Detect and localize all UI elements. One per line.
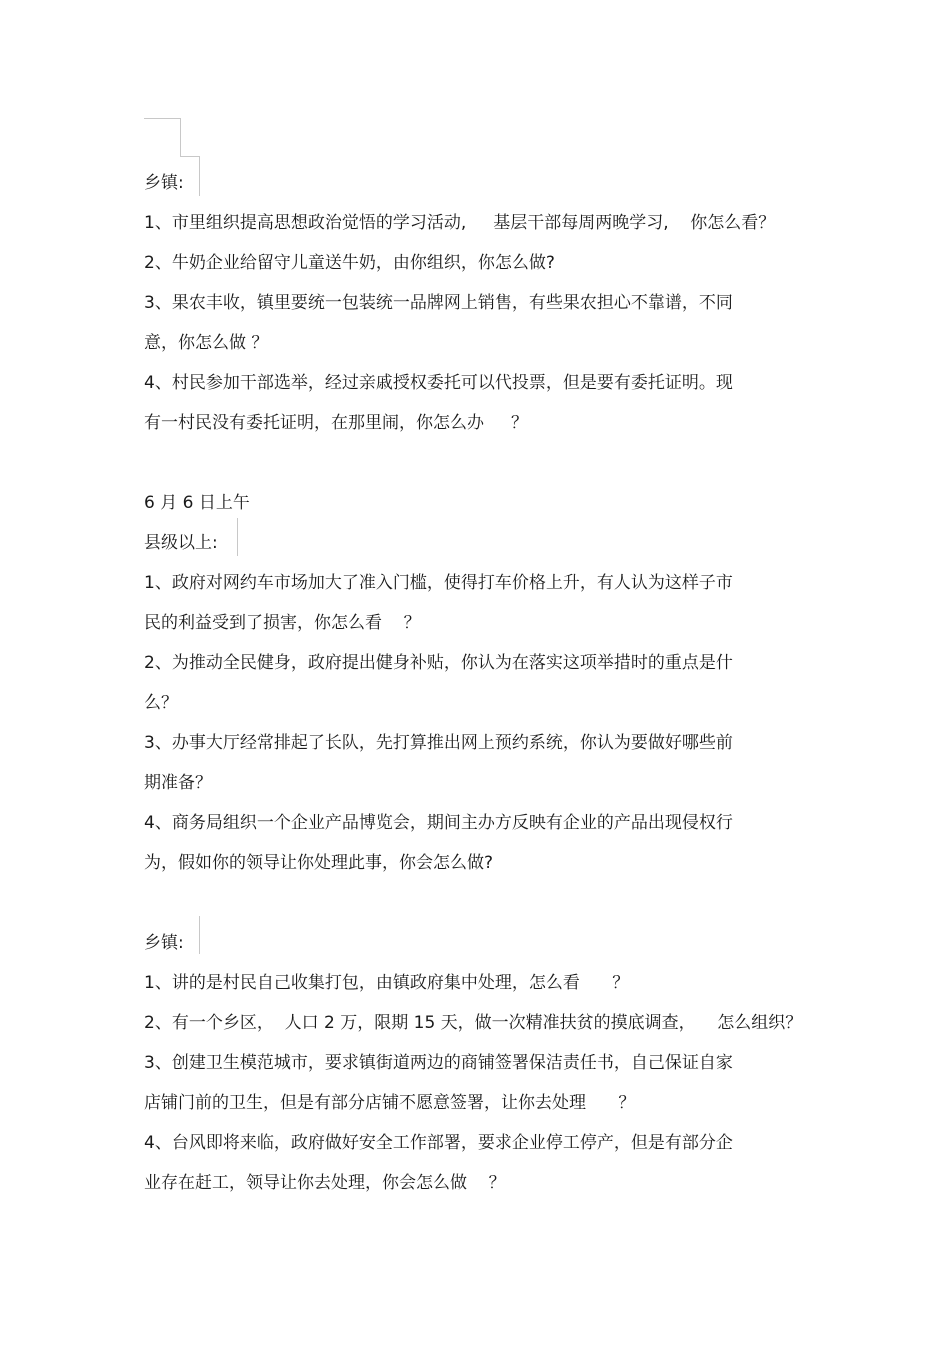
section-header-county: 县级以上: xyxy=(144,533,218,553)
date-heading: 6 月 6 日上午 xyxy=(144,493,250,513)
question-line: 店铺门前的卫生，但是有部分店铺不愿意签署，让你去处理 ？ xyxy=(144,1093,636,1113)
section-header-township-2: 乡镇: xyxy=(144,933,184,953)
question-line: 民的利益受到了损害，你怎么看 ？ xyxy=(144,613,421,633)
section-header-township-1: 乡镇: xyxy=(144,173,184,193)
section3-header-mark xyxy=(199,916,200,954)
question-line: 2、牛奶企业给留守儿童送牛奶，由你组织，你怎么做? xyxy=(144,253,555,273)
corner-mark-top-vertical xyxy=(180,118,181,156)
question-line: 业存在赶工，领导让你去处理，你会怎么做 ？ xyxy=(144,1173,506,1193)
question-line: 4、商务局组织一个企业产品博览会，期间主办方反映有企业的产品出现侵权行 xyxy=(144,813,733,833)
question-line: 意，你怎么做 ？ xyxy=(144,333,269,353)
question-line: 为，假如你的领导让你处理此事，你会怎么做? xyxy=(144,853,494,873)
question-line: 么？ xyxy=(144,693,178,713)
corner-mark-mid-horizontal xyxy=(180,156,200,157)
question-line: 2、为推动全民健身，政府提出健身补贴，你认为在落实这项举措时的重点是什 xyxy=(144,653,733,673)
corner-mark-mid-vertical xyxy=(199,156,200,196)
question-line: 1、讲的是村民自己收集打包，由镇政府集中处理，怎么看 ？ xyxy=(144,973,630,993)
question-line: 1、市里组织提高思想政治觉悟的学习活动, 基层干部每周两晚学习, 你怎么看？ xyxy=(144,213,776,233)
section2-header-mark xyxy=(237,518,238,556)
corner-mark-top-horizontal xyxy=(144,118,181,119)
question-line: 有一村民没有委托证明，在那里闹，你怎么办 ？ xyxy=(144,413,529,433)
question-line: 4、台风即将来临，政府做好安全工作部署，要求企业停工停产，但是有部分企 xyxy=(144,1133,733,1153)
question-line: 1、政府对网约车市场加大了准入门槛，使得打车价格上升，有人认为这样子市 xyxy=(144,573,733,593)
question-line: 2、有一个乡区， 人口 2 万，限期 15 天，做一次精准扶贫的摸底调查， 怎么组织？ xyxy=(144,1013,803,1033)
question-line: 3、办事大厅经常排起了长队，先打算推出网上预约系统，你认为要做好哪些前 xyxy=(144,733,733,753)
question-line: 3、果农丰收，镇里要统一包装统一品牌网上销售，有些果农担心不靠谱，不同 xyxy=(144,293,733,313)
question-line: 期准备？ xyxy=(144,773,212,793)
question-line: 4、村民参加干部选举，经过亲戚授权委托可以代投票，但是要有委托证明。现 xyxy=(144,373,733,393)
question-line: 3、创建卫生模范城市，要求镇街道两边的商铺签署保洁责任书，自己保证自家 xyxy=(144,1053,733,1073)
